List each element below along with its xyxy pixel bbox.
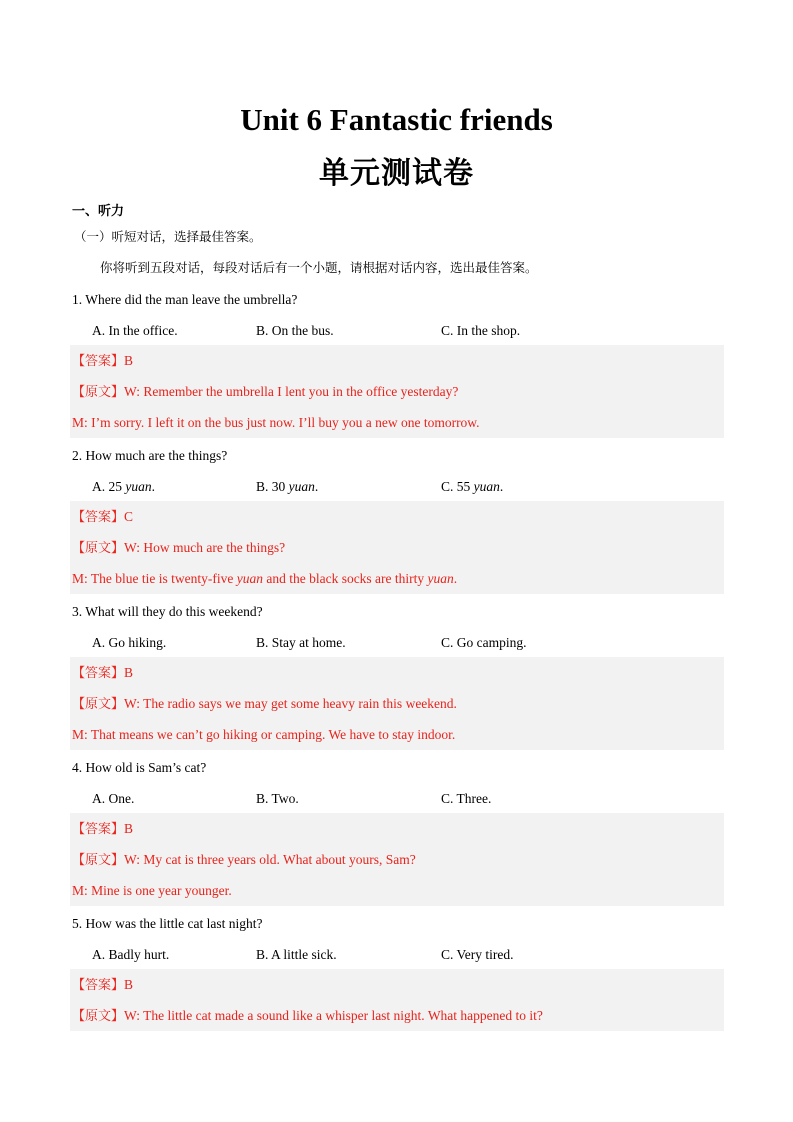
question-1: 1. Where did the man leave the umbrella? <box>72 292 298 307</box>
q3-option-b: B. Stay at home. <box>256 635 346 650</box>
q4-transcript-m: M: Mine is one year younger. <box>72 883 232 898</box>
subsection-heading: （一）听短对话，选择最佳答案。 <box>74 229 262 244</box>
q1-answer: 【答案】B <box>72 353 134 369</box>
q1-option-a: A. In the office. <box>92 323 178 338</box>
q3-transcript-w: 【原文】W: The radio says we may get some heavy rain this weekend. <box>72 696 457 712</box>
q4-answer: 【答案】B <box>72 821 134 837</box>
q2-option-a: A. 25 yuan. <box>92 479 155 494</box>
q3-answer-box <box>70 657 724 750</box>
q1-option-b: B. On the bus. <box>256 323 334 338</box>
q1-transcript-w: 【原文】W: Remember the umbrella I lent you in the office yesterday? <box>72 384 459 400</box>
q3-option-a: A. Go hiking. <box>92 635 167 650</box>
q4-transcript-w: 【原文】W: My cat is three years old. What about yours, Sam? <box>72 852 416 868</box>
page-subtitle: 单元测试卷 <box>319 156 474 191</box>
q2-option-c: C. 55 yuan. <box>441 479 504 494</box>
q4-option-c: C. Three. <box>441 791 492 806</box>
q5-option-b: B. A little sick. <box>256 947 337 962</box>
question-5: 5. How was the little cat last night? <box>72 916 263 931</box>
q2-option-b: B. 30 yuan. <box>256 479 319 494</box>
q5-option-c: C. Very tired. <box>441 947 514 962</box>
q2-transcript-m: M: The blue tie is twenty-five yuan and the black socks are thirty yuan. <box>72 571 458 586</box>
q1-transcript-m: M: I’m sorry. I left it on the bus just now. I’ll buy you a new one tomorrow. <box>72 415 480 430</box>
q4-answer-box <box>70 813 724 906</box>
instruction-text: 你将听到五段对话，每段对话后有一个小题，请根据对话内容，选出最佳答案。 <box>100 260 538 275</box>
section-heading: 一、听力 <box>72 204 125 219</box>
q3-transcript-m: M: That means we can’t go hiking or camping. We have to stay indoor. <box>72 727 456 742</box>
q2-answer: 【答案】C <box>72 509 134 525</box>
q3-answer: 【答案】B <box>72 665 134 681</box>
q5-answer-box <box>70 969 724 1031</box>
question-4: 4. How old is Sam’s cat? <box>72 760 207 775</box>
q4-option-a: A. One. <box>92 791 135 806</box>
q5-transcript-w: 【原文】W: The little cat made a sound like a whisper last night. What happened to it? <box>72 1008 543 1024</box>
q1-option-c: C. In the shop. <box>441 323 521 338</box>
q5-option-a: A. Badly hurt. <box>92 947 170 962</box>
q5-answer: 【答案】B <box>72 977 134 993</box>
q2-answer-box <box>70 501 724 594</box>
q4-option-b: B. Two. <box>256 791 299 806</box>
page-title: Unit 6 Fantastic friends <box>240 102 553 137</box>
q2-transcript-w: 【原文】W: How much are the things? <box>72 540 286 556</box>
q1-answer-box <box>70 345 724 438</box>
question-3: 3. What will they do this weekend? <box>72 604 263 619</box>
question-2: 2. How much are the things? <box>72 448 228 463</box>
q3-option-c: C. Go camping. <box>441 635 527 650</box>
